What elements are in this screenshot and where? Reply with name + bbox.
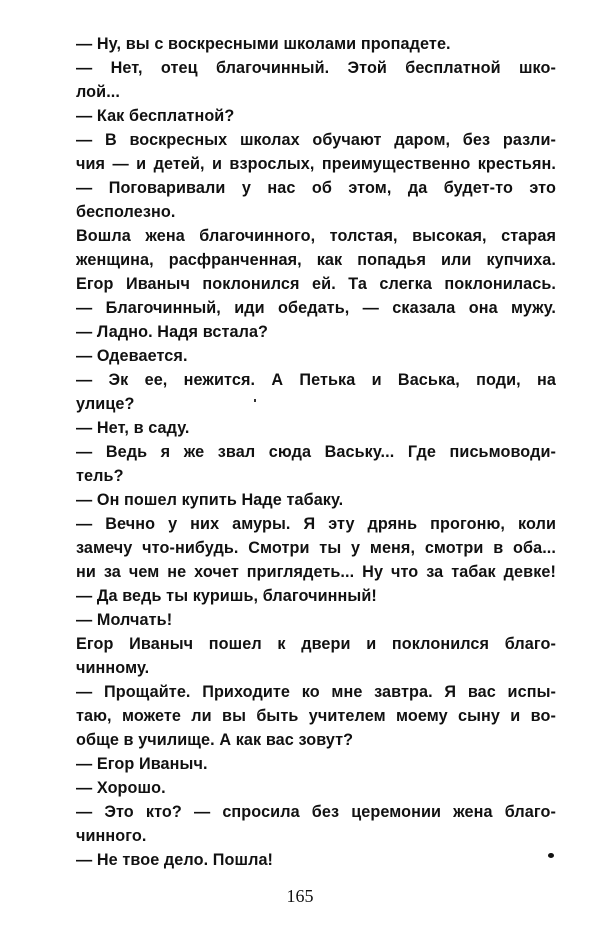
text-line: — Молчать!	[76, 611, 173, 629]
page-number: 165	[286, 886, 314, 906]
text-line: Егор Иваныч пошел к двери и поклонился благо-	[76, 635, 556, 653]
print-mark	[548, 853, 554, 858]
text-line: — Вечно у них амуры. Я эту дрянь прогоню, коли	[76, 515, 556, 533]
text-line: — Благочинный, иди обедать, — сказала она мужу.	[76, 299, 556, 317]
text-line: — Нет, в саду.	[76, 419, 190, 437]
text-line: — Да ведь ты куришь, благочинный!	[76, 587, 377, 605]
text-line: — В воскресных школах обучают даром, без разли-	[76, 131, 556, 149]
text-line: — Как бесплатной?	[76, 107, 235, 125]
text-line: бесполезно.	[76, 203, 176, 221]
text-line: — Это кто? — спросила без церемонии жена благо-	[76, 803, 556, 821]
text-line: Вошла жена благочинного, толстая, высокая, старая	[76, 227, 556, 245]
text-line: — Хорошо.	[76, 779, 166, 797]
text-line: обще в училище. А как вас зовут?	[76, 731, 354, 749]
text-line: лой...	[76, 83, 121, 101]
text-line: улице?	[76, 395, 135, 413]
text-line: чия — и детей, и взрослых, преимущественно крестьян.	[76, 155, 556, 173]
text-line: ни за чем не хочет приглядеть... Ну что за табак девке!	[76, 563, 556, 581]
text-line: — Он пошел купить Наде табаку.	[76, 491, 344, 509]
text-line: — Ведь я же звал сюда Ваську... Где письмоводи-	[76, 443, 556, 461]
text-line: — Поговаривали у нас об этом, да будет-то это	[76, 179, 556, 197]
text-line: таю, можете ли вы быть учителем моему сыну и во-	[76, 707, 556, 725]
text-line: — Не твое дело. Пошла!	[76, 851, 274, 869]
text-line: женщина, расфранченная, как попадья или купчиха.	[76, 251, 556, 269]
text-line: — Егор Иваныч.	[76, 755, 208, 773]
text-line: — Эк ее, нежится. А Петька и Васька, поди, на	[76, 371, 556, 389]
text-line: замечу что-нибудь. Смотри ты у меня, смотри в оба...	[76, 539, 556, 557]
print-speck	[254, 399, 256, 402]
text-line: — Ну, вы с воскресными школами пропадете.	[76, 35, 451, 53]
text-body	[76, 32, 556, 872]
text-line: тель?	[76, 467, 124, 485]
text-line: — Ладно. Надя встала?	[76, 323, 269, 341]
text-line: — Одевается.	[76, 347, 188, 365]
text-line: — Нет, отец благочинный. Этой бесплатной шко-	[76, 59, 556, 77]
text-line: Егор Иваныч поклонился ей. Та слегка поклонилась.	[76, 275, 556, 293]
text-line: чинному.	[76, 659, 150, 677]
text-line: чинного.	[76, 827, 147, 845]
text-line: — Прощайте. Приходите ко мне завтра. Я вас испы-	[76, 683, 556, 701]
